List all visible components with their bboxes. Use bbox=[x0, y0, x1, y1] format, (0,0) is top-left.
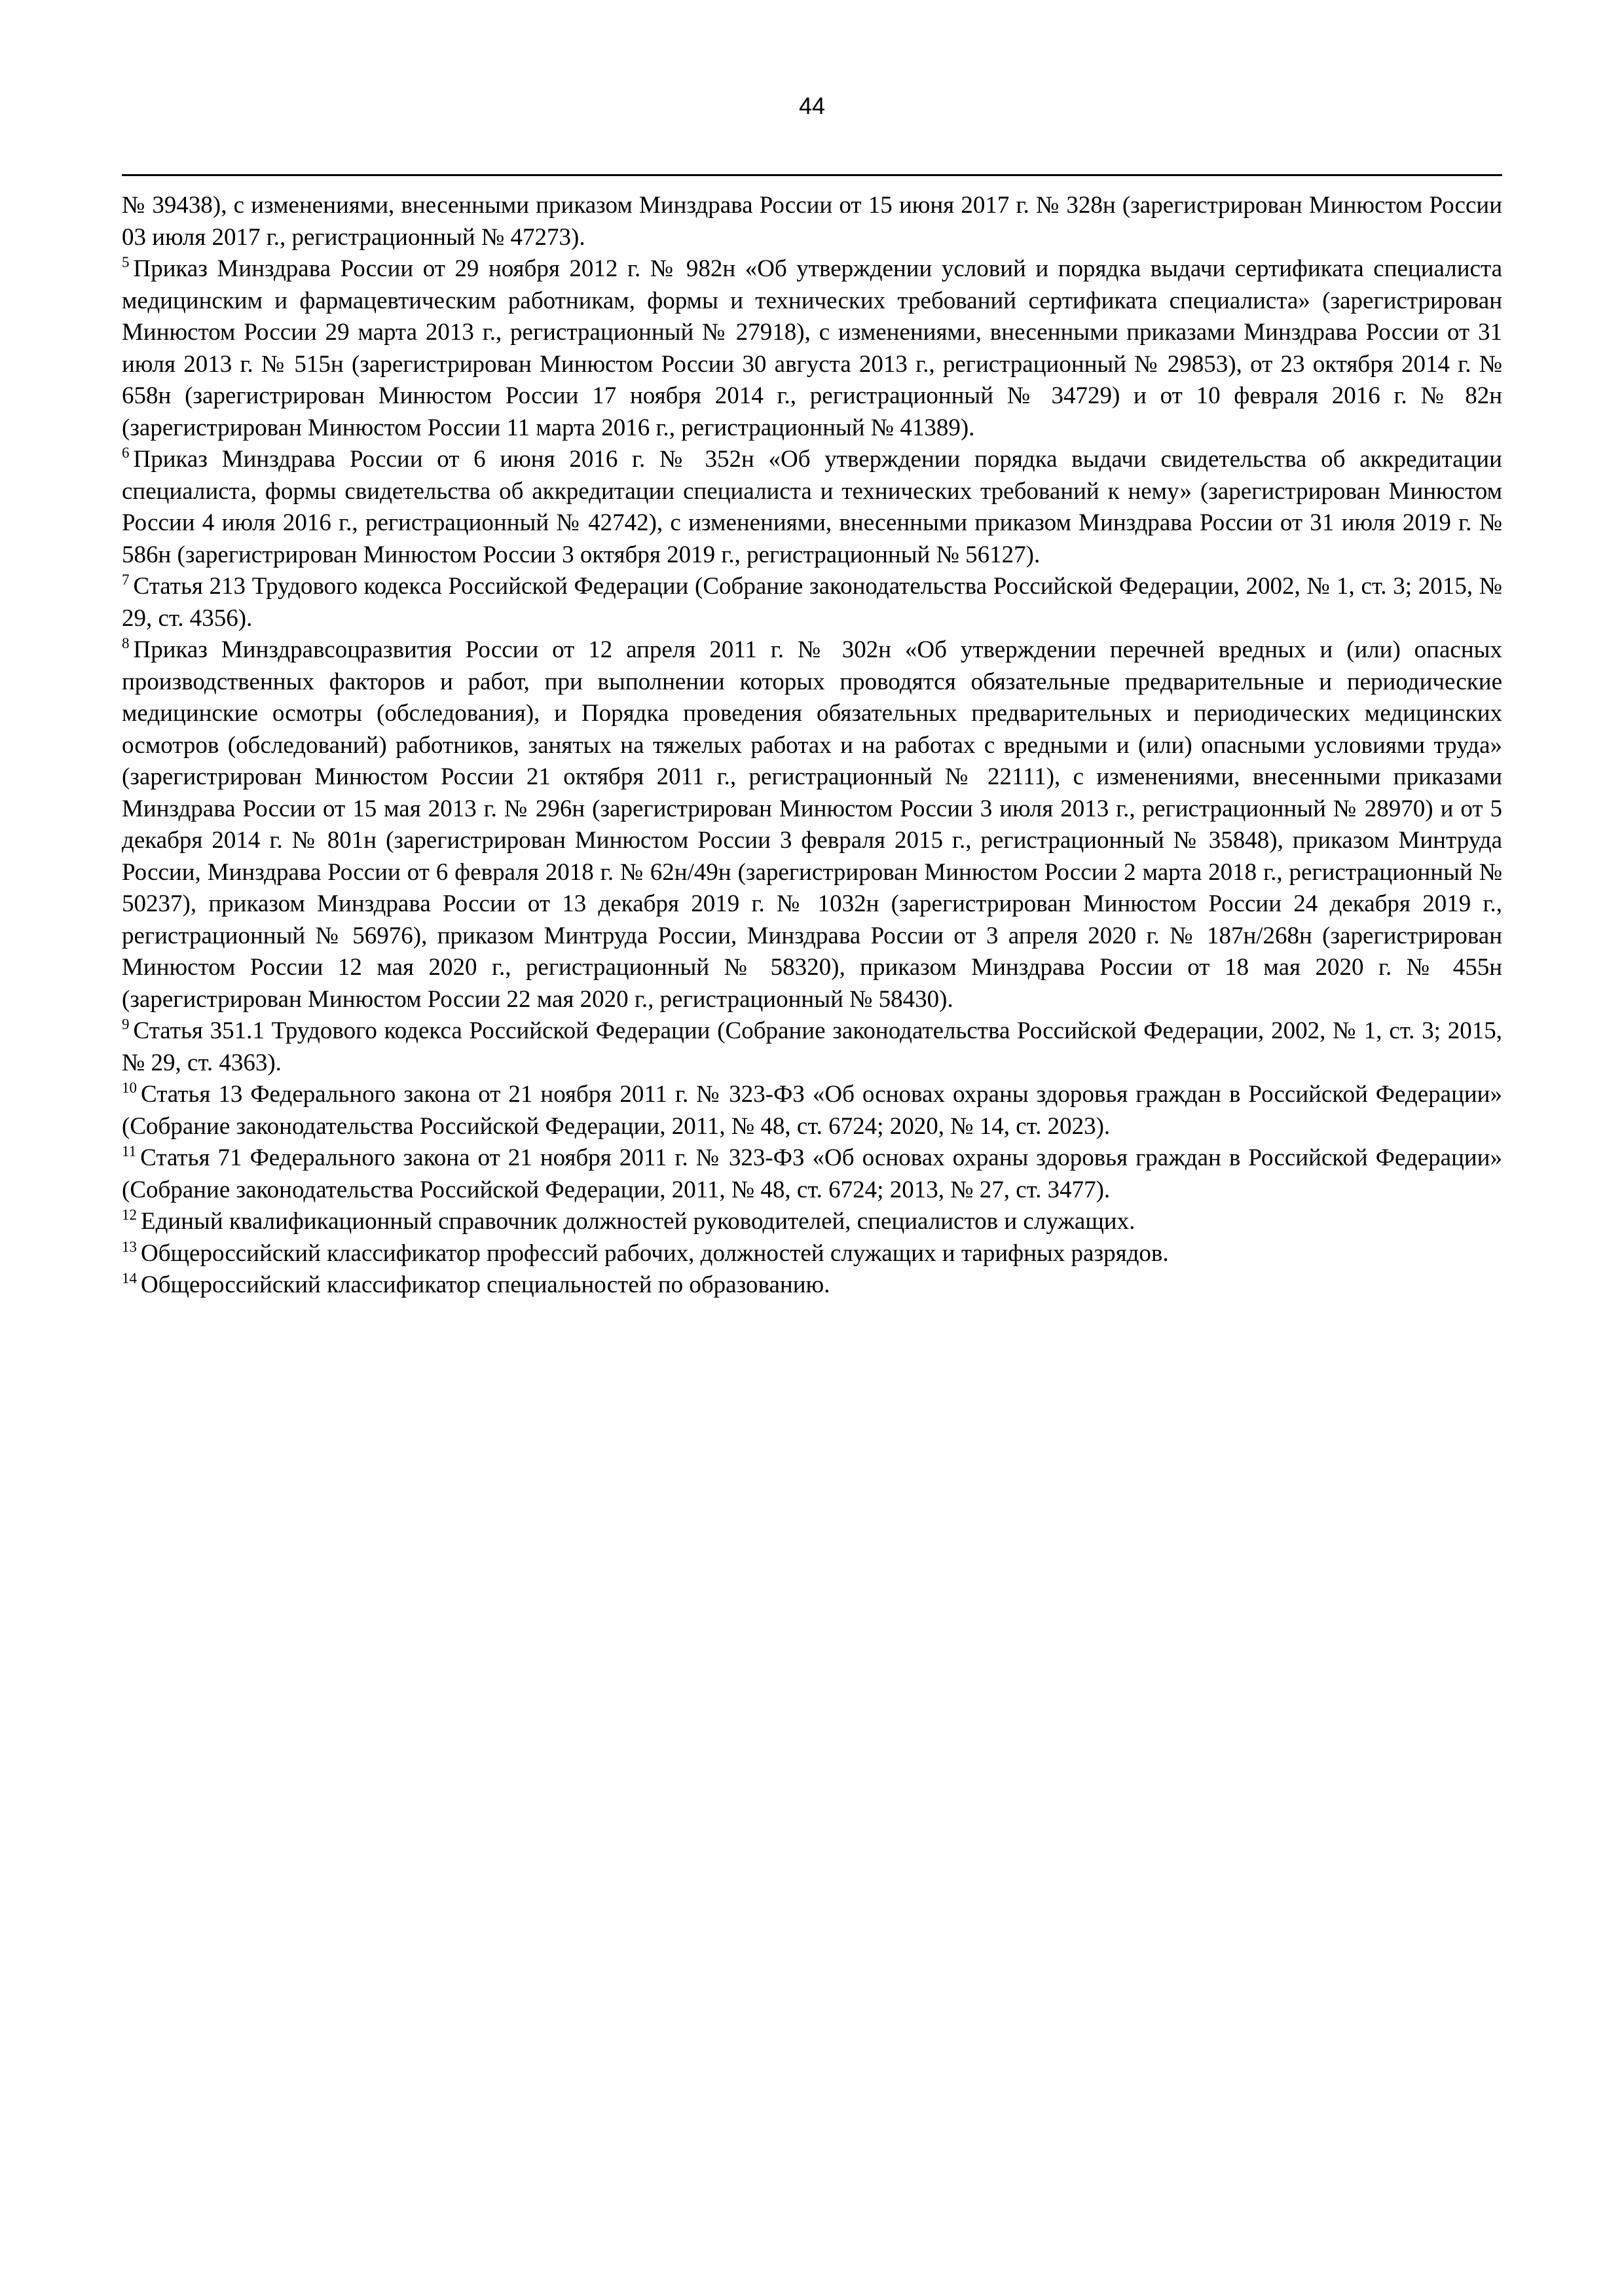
page-number: 44 bbox=[798, 92, 826, 119]
footnote-mark: 6 bbox=[122, 445, 130, 461]
footnote-11 bbox=[122, 1142, 1502, 1206]
footnote-text: Приказ Минздрава России от 6 июня 2016 г. № 352н «Об утверждении порядка выдачи свидетельства об аккредитации специалиста, формы свидетельства об аккредитации специалиста и технических требований к нему» (зарегистрирован Минюстом России 4 июля 2016 г., регистрационный № 42742), с изменениями, внесенными приказом Минздрава России от 31 июля 2019 г. № 586н (зарегистрирован Минюстом России 3 октября 2019 г., регистрационный № 56127). bbox=[122, 446, 1502, 568]
footnote-text: Общероссийский классификатор профессий рабочих, должностей служащих и тарифных разрядов. bbox=[141, 1239, 1169, 1267]
footnote-text: Единый квалификационный справочник должностей руководителей, специалистов и служащих. bbox=[141, 1208, 1135, 1235]
footnote-mark: 14 bbox=[122, 1270, 137, 1286]
footnote-text: Статья 351.1 Трудового кодекса Российской Федерации (Собрание законодательства Российской Федерации, 2002, № 1, ст. 3; 2015, № 29, ст. 4363). bbox=[122, 1017, 1502, 1076]
footnote-13 bbox=[122, 1238, 1502, 1270]
footnote-5 bbox=[122, 253, 1502, 444]
footnote-14 bbox=[122, 1269, 1502, 1302]
footnote-mark: 8 bbox=[122, 635, 130, 651]
footnote-separator bbox=[122, 174, 1502, 176]
footnote-text: Статья 213 Трудового кодекса Российской Федерации (Собрание законодательства Российской Федерации, 2002, № 1, ст. 3; 2015, № 29, ст. 4356). bbox=[122, 573, 1502, 632]
footnote-text: Приказ Минздрава России от 29 ноября 2012 г. № 982н «Об утверждении условий и порядка выдачи сертификата специалиста медицинским и фармацевтическим работникам, формы и технических требований сертификата специалиста» (зарегистрирован Минюстом России 29 марта 2013 г., регистрационный № 27918), с изменениями, внесенными приказами Минздрава России от 31 июля 2013 г. № 515н (зарегистрирован Минюстом России 30 августа 2013 г., регистрационный № 29853), от 23 октября 2014 г. № 658н (зарегистрирован Минюстом России 17 ноября 2014 г., регистрационный № 34729) и от 10 февраля 2016 г. № 82н (зарегистрирован Минюстом России 11 марта 2016 г., регистрационный № 41389). bbox=[122, 255, 1502, 441]
footnote-text: Статья 71 Федерального закона от 21 ноября 2011 г. № 323-ФЗ «Об основах охраны здоровья граждан в Российской Федерации» (Собрание законодательства Российской Федерации, 2011, № 48, ст. 6724; 2013, № 27, ст. 3477). bbox=[122, 1144, 1502, 1203]
footnote-10 bbox=[122, 1079, 1502, 1142]
footnote-mark: 9 bbox=[122, 1016, 130, 1032]
footnote-8 bbox=[122, 634, 1502, 1015]
footnote-12 bbox=[122, 1206, 1502, 1238]
footnote-mark: 13 bbox=[122, 1238, 137, 1255]
footnote-6 bbox=[122, 444, 1502, 571]
footnote-text: Приказ Минздравсоцразвития России от 12 апреля 2011 г. № 302н «Об утверждении перечней вредных и (или) опасных производственных факторов и работ, при выполнении которых проводятся обязательные предварительные и периодические медицинские осмотры (обследования), и Порядка проведения обязательных предварительных и периодических медицинских осмотров (обследований) работников, занятых на тяжелых работах и на работах с вредными и (или) опасными условиями труда» (зарегистрирован Минюстом России 21 октября 2011 г., регистрационный № 22111), с изменениями, внесенными приказами Минздрава России от 15 мая 2013 г. № 296н (зарегистрирован Минюстом России 3 июля 2013 г., регистрационный № 28970) и от 5 декабря 2014 г. № 801н (зарегистрирован Минюстом России 3 февраля 2015 г., регистрационный № 35848), приказом Минтруда России, Минздрава России от 6 февраля 2018 г. № 62н/49н (зарегистрирован Минюстом России 2 марта 2018 г., регистрационный № 50237), приказом Минздрава России от 13 декабря 2019 г. № 1032н (зарегистрирован Минюстом России 24 декабря 2019 г., регистрационный № 56976), приказом Минтруда России, Минздрава России от 3 апреля 2020 г. № 187н/268н (зарегистрирован Минюстом России 12 мая 2020 г., регистрационный № 58320), приказом Минздрава России от 18 мая 2020 г. № 455н (зарегистрирован Минюстом России 22 мая 2020 г., регистрационный № 58430). bbox=[122, 636, 1502, 1013]
footnote-mark: 12 bbox=[122, 1207, 137, 1223]
footnote-text: № 39438), с изменениями, внесенными приказом Минздрава России от 15 июня 2017 г. № 328н (зарегистрирован Минюстом России 03 июля 2017 г., регистрационный № 47273). bbox=[122, 192, 1502, 251]
footnote-text: Статья 13 Федерального закона от 21 ноября 2011 г. № 323-ФЗ «Об основах охраны здоровья граждан в Российской Федерации» (Собрание законодательства Российской Федерации, 2011, № 48, ст. 6724; 2020, № 14, ст. 2023). bbox=[122, 1081, 1502, 1140]
footnote-9 bbox=[122, 1015, 1502, 1079]
footnotes-block bbox=[122, 190, 1502, 1302]
footnote-mark: 7 bbox=[122, 572, 130, 588]
footnote-mark: 11 bbox=[122, 1143, 137, 1159]
footnote-7 bbox=[122, 571, 1502, 634]
footnote-mark: 10 bbox=[122, 1080, 137, 1096]
footnote-mark: 5 bbox=[122, 254, 130, 270]
footnote-text: Общероссийский классификатор специальностей по образованию. bbox=[141, 1271, 830, 1298]
footnote-continuation bbox=[122, 190, 1502, 253]
